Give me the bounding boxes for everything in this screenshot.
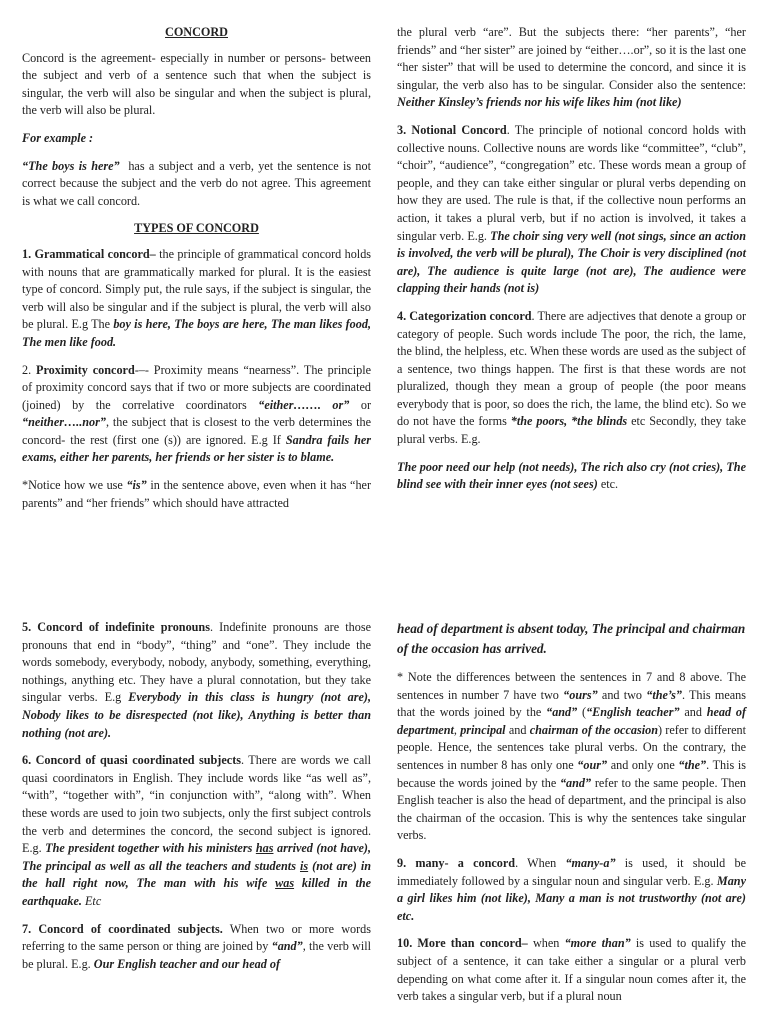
notional-concord-paragraph: 3. Notional Concord. The principle of notional concord holds with collective nouns. Collective nouns are words like “committee”, “club”, “choir”, “audience”, “congregation” etc. These words mean a group of people, and they can take either singular or plural verbs depending on how they are used. The rule is that, if the collective noun performs an action, it takes a plural verb, but if no action is involved, it takes a singular verb. E.g. The choir sing very well (not sings, since an action is involved, the verb will be plural), The Choir is very disciplined (not are), The audience is quite large (not are), The audience were clapping their hands (not is) <box>397 122 746 296</box>
top-left-column <box>22 24 371 522</box>
quasi-coordinated-paragraph: 6. Concord of quasi coordinated subjects. There are words we call quasi coordinators in English. They include words like “as well as”, “with”, “together with”, “in conjunction with”, “along with”. When these words are used to join two subjects, only the first subject controls the verb and determines the concord, the second subject is ignored. E.g. The president together with his ministers has arrived (not have), The principal as well as all the teachers and students is (not are) in the hall right now, The man with his wife was killed in the earthquake. Etc <box>22 753 372 908</box>
note-paragraph: * Note the differences between the sentences in 7 and 8 above. The sentences in number 7 have two “ours” and two “the’s”. This means that the words joined by the “and” (“English teacher” and head of department, principal and chairman of the occasion) refer to different people. Hence, the sentences take plural verbs. On the contrary, the sentences in number 8 has only one “our” and only one “the”. This is because the words joined by the “and” refer to the same people. Then English teacher is also the head of department, and the principal is also the chairman of the occasion. This is why the sentences take singular verbs. <box>397 670 747 843</box>
coordinated-continuation: head of department is absent today, The principal and chairman of the occasion has arrived. <box>397 621 746 656</box>
for-example-label: For example : <box>22 130 94 145</box>
example-paragraph: “The boys is here” has a subject and a verb, yet the sentence is not correct because the subject and the verb do not agree. This agreement is what we call concord. <box>22 158 371 208</box>
bottom-right-column <box>397 619 746 1016</box>
proximity-continuation: the plural verb “are”. But the subjects there: “her parents”, “her friends” and “her sister” are joined by “either….or”, so it is the last one “her sister” that will be used to determine the concord, and since it is singular, the verb also has to be singular. Consider also the sentence: Neither Kinsley’s friends nor his wife likes him (not like) <box>397 25 746 110</box>
indefinite-pronouns-paragraph: 5. Concord of indefinite pronouns. Indefinite pronouns are those pronouns that end in “body”, “thing” and “one”. They include the words somebody, everybody, nobody, anybody, something, everything, nothings, anything etc. They have a plural connotation, but they take singular verbs. E.g Everybody in this class is hungry (not are), Nobody likes to be disrespected (not like), Anything is better than nothing (not are). <box>22 620 371 740</box>
grammatical-concord-paragraph: 1. Grammatical concord– the principle of grammatical concord holds with nouns that are grammatically marked for plural. It is the easiest type of concord. Simply put, the rule says, if the subject is singular, the verb will also be singular and if the subject is plural, the verb will also be plural. E.g The boy is here, The boys are here, The man likes food, The men like food. <box>22 246 372 349</box>
more-than-concord-paragraph: 10. More than concord– when “more than” is used to qualify the subject of a sentence, it can take either a singular or a plural verb depending on what come after it. If a singular noun comes after it, the verb takes a singular verb, but if a plural noun <box>397 936 746 1004</box>
intro-paragraph: Concord is the agreement- especially in number or persons- between the subject and verb of a sentence such that when the subject is singular, the verb will also be singular and when the subject is plural, the verb will also be plural. <box>22 50 371 118</box>
categorization-examples: The poor need our help (not needs), The rich also cry (not cries), The blind see with their inner eyes (not sees) etc. <box>397 459 746 492</box>
categorization-concord-paragraph: 4. Categorization concord. There are adjectives that denote a group or category of people. Such words include The poor, the rich, the lame, the blind, the helpless, etc. When these words are used as the subject of a sentence, two things happen. The first is that these words are not pluralized, though they mean a group of people (the poor means everybody that is poor, so does the rich, the lame, the blind etc). So we do not have the forms *the poors, *the blinds etc Secondly, they take plural verbs. E.g. <box>397 308 747 447</box>
top-right-column <box>397 24 746 504</box>
notice-paragraph: *Notice how we use “is” in the sentence above, even when it has “her parents” and “her friends” which should have attracted <box>22 478 372 510</box>
title-concord: CONCORD <box>165 25 228 39</box>
many-a-concord-paragraph: 9. many- a concord. When “many-a” is used, it should be immediately followed by a singular noun and singular verb. E.g. Many a girl likes him (not like), Many a man is not trustworthy (not are) etc. <box>397 855 746 923</box>
types-heading: TYPES OF CONCORD <box>134 221 259 236</box>
bottom-left-column <box>22 619 371 983</box>
coordinated-subjects-paragraph: 7. Concord of coordinated subjects. When two or more words referring to the same person or thing are joined by “and”, the verb will be plural. E.g. Our English teacher and our head of <box>22 921 371 971</box>
proximity-concord-paragraph: 2. Proximity concord-–- Proximity means “nearness”. The principle of proximity concord says that if two or more subjects are coordinated (joined) by the correlative coordinators “either……. or” or “neither…..nor”, the subject that is closest to the verb determines the concord- the rest (first one (s)) are ignored. E.g If Sandra fails her exams, either her parents, her friends or her sister is to blame. <box>22 362 371 465</box>
